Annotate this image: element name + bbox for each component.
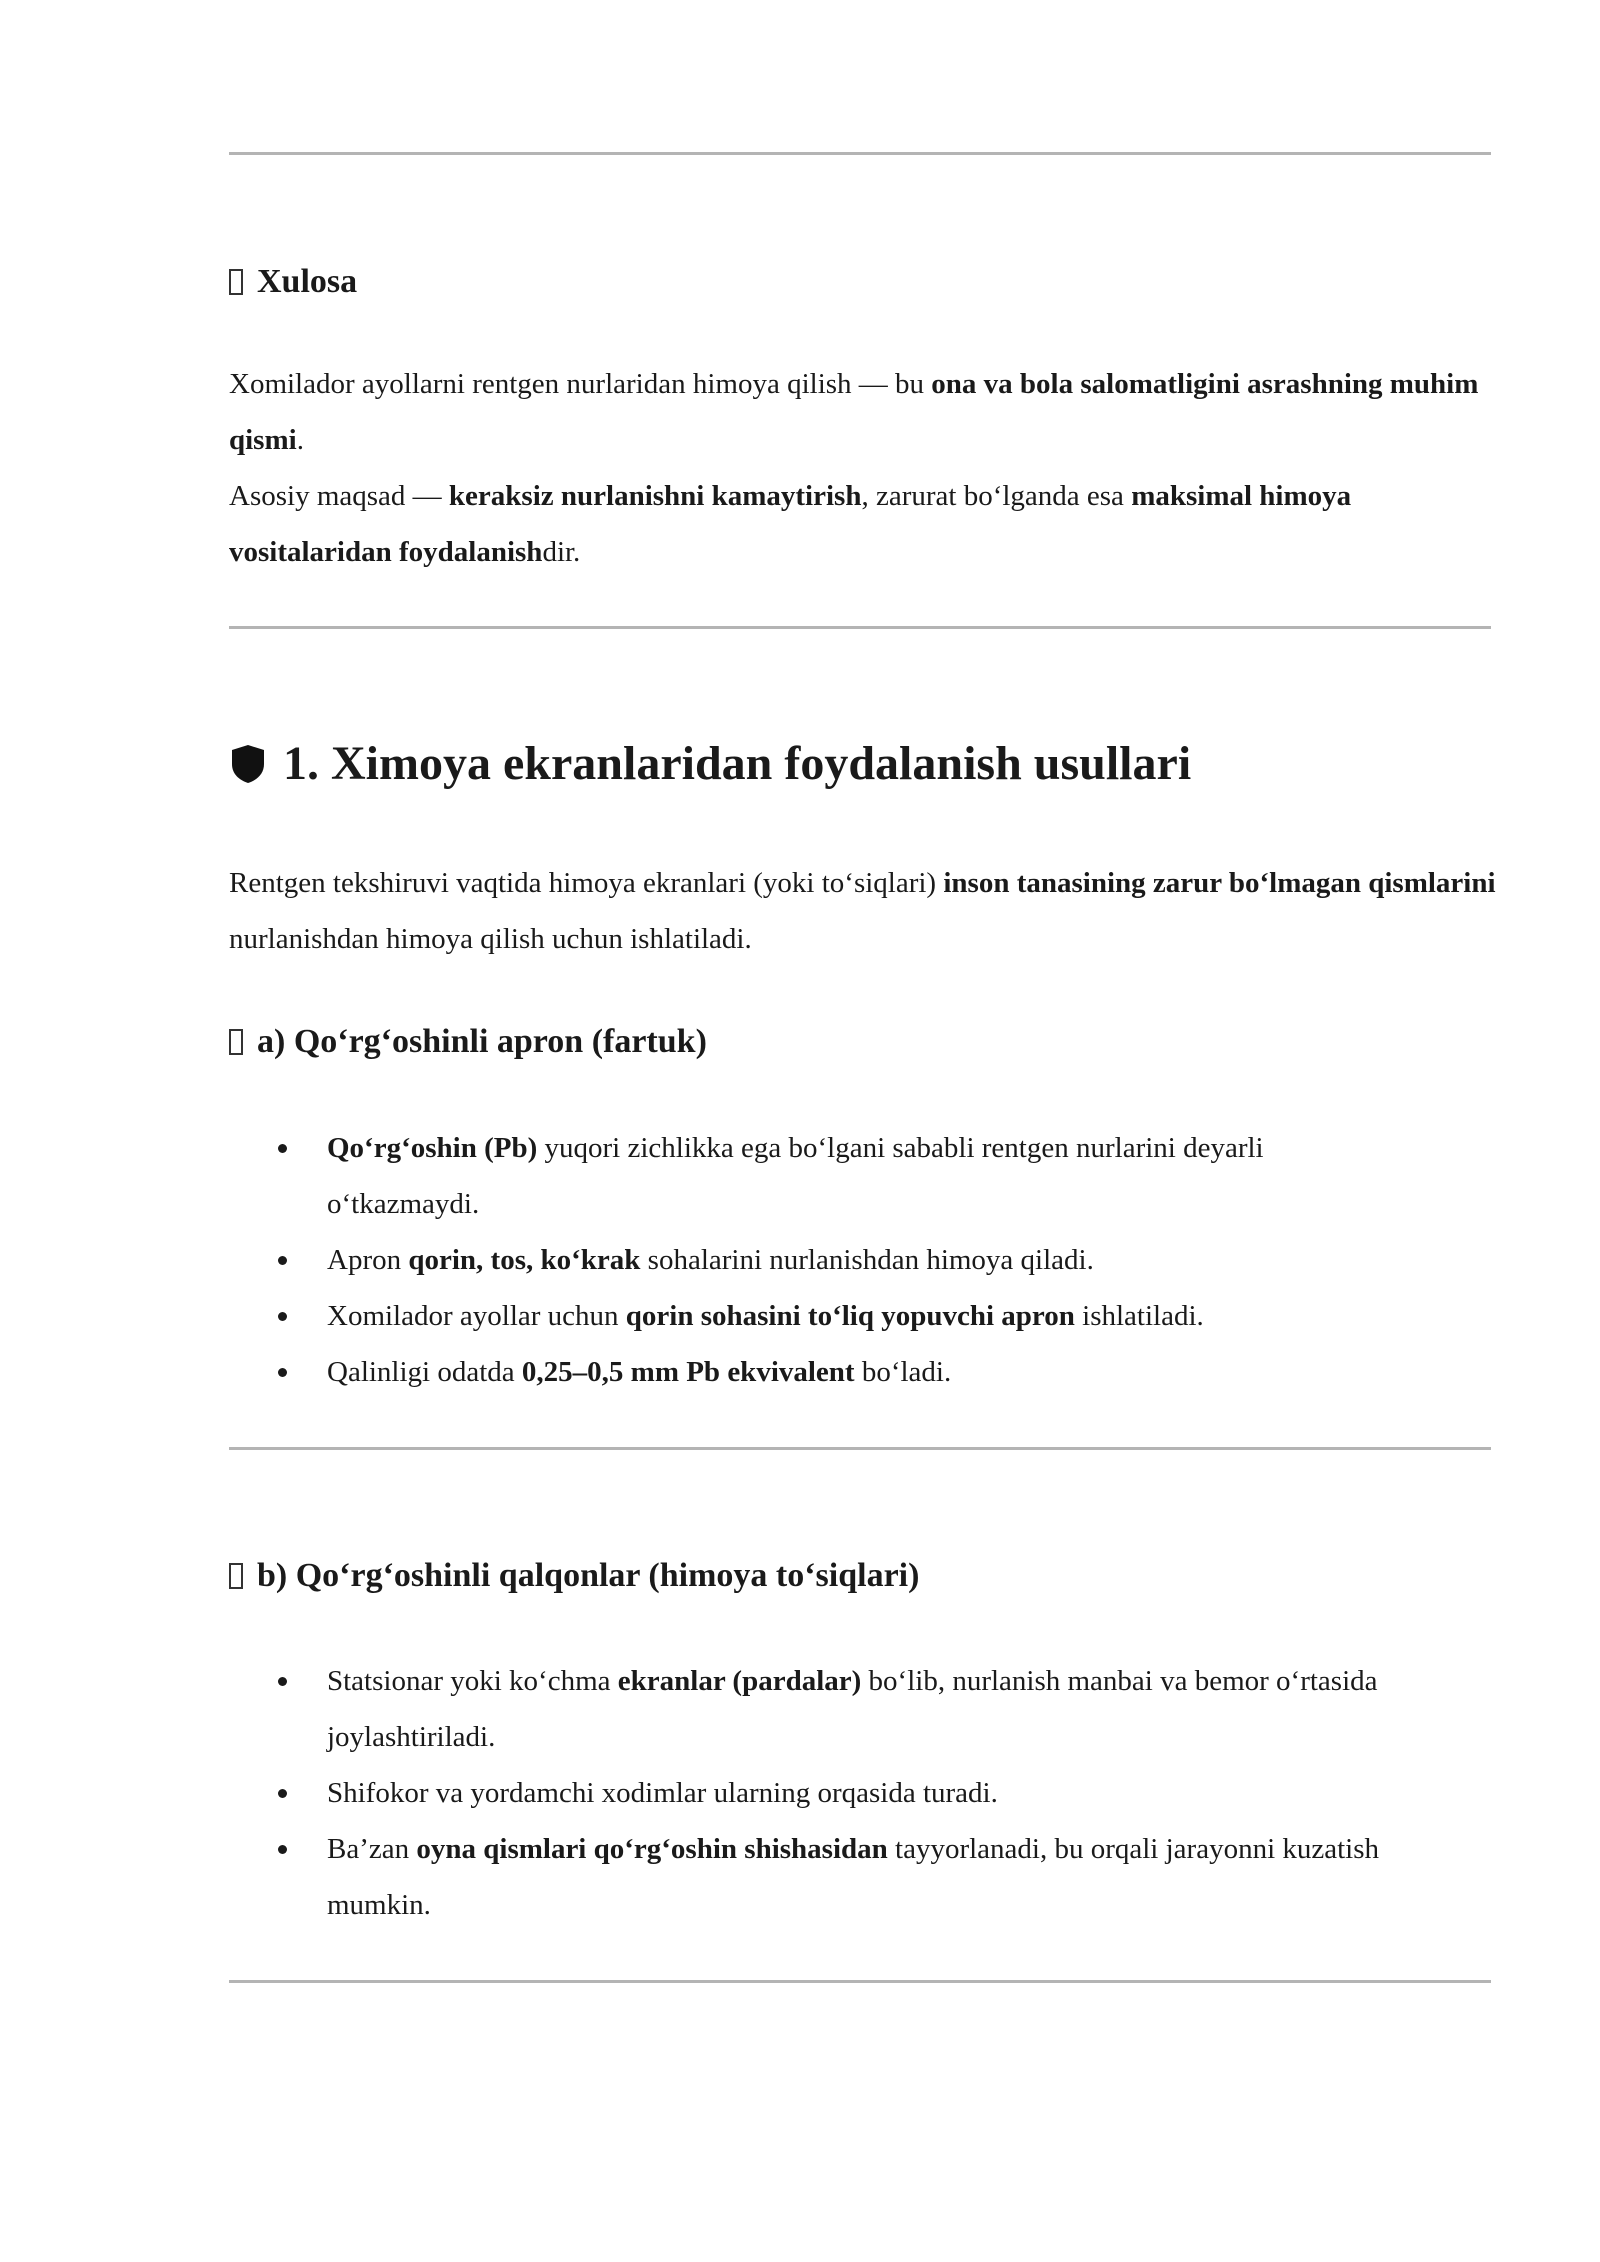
- subsection-a-heading-text: a) Qo‘rg‘oshinli apron (fartuk): [257, 1023, 707, 1060]
- list-item-text: tayyorlanadi, bu orqali jarayonni kuzatish mumkin.: [327, 1833, 1380, 1921]
- list-item-text: yuqori zichlikka ega bo‘lgani sababli rentgen nurlarini deyarli o‘tkazmaydi.: [327, 1132, 1264, 1220]
- list-item-text: Qalinligi odatda: [327, 1356, 522, 1388]
- list-item: [229, 1653, 1409, 1765]
- xulosa-heading: [229, 262, 357, 302]
- list-item-bold: oyna qismlari qo‘rg‘oshin shishasidan: [416, 1833, 888, 1865]
- list-item: [229, 1232, 1409, 1288]
- section-1-heading-text: 1. Ximoya ekranlaridan foydalanish usullari: [283, 737, 1192, 790]
- xulosa-paragraph-1: [229, 356, 1499, 468]
- subsection-b-heading: [229, 1556, 919, 1596]
- list-item: [229, 1821, 1409, 1933]
- subsection-b-list: [229, 1653, 1409, 1933]
- text-run-text: Rentgen tekshiruvi vaqtida himoya ekranlari (yoki to‘siqlari): [229, 867, 944, 899]
- missing-glyph-icon: [229, 1563, 243, 1589]
- missing-glyph-icon: [229, 269, 243, 295]
- list-item-text: Statsionar yoki ko‘chma: [327, 1665, 618, 1697]
- subsection-b-heading-text: b) Qo‘rg‘oshinli qalqonlar (himoya to‘siqlari): [257, 1557, 920, 1594]
- list-item: [229, 1765, 1409, 1821]
- list-item-bold: Qo‘rg‘oshin (Pb): [327, 1132, 538, 1164]
- text-run-bold: maksimal himoya vositalaridan foydalanish: [229, 480, 1352, 568]
- list-item-bold: ekranlar (pardalar): [617, 1665, 862, 1697]
- list-item: [229, 1120, 1409, 1232]
- shield-icon: [229, 743, 267, 785]
- text-run-text: dir.: [542, 536, 581, 568]
- text-run-bold: keraksiz nurlanishni kamaytirish: [448, 480, 862, 512]
- horizontal-rule: [229, 152, 1491, 155]
- list-item-bold: 0,25–0,5 mm Pb ekvivalent: [521, 1356, 855, 1388]
- horizontal-rule: [229, 1980, 1491, 1983]
- text-run-bold: inson tanasining zarur bo‘lmagan qismlarini: [943, 867, 1496, 899]
- text-run-text: , zarurat bo‘lganda esa: [861, 480, 1132, 512]
- list-item-text: Ba’zan: [327, 1833, 417, 1865]
- missing-glyph-icon: [229, 1029, 243, 1055]
- list-item-text: Shifokor va yordamchi xodimlar ularning orqasida turadi.: [327, 1777, 998, 1809]
- text-run-text: Xomilador ayollarni rentgen nurlaridan himoya qilish — bu: [229, 368, 932, 400]
- text-run-text: nurlanishdan himoya qilish uchun ishlatiladi.: [229, 923, 752, 955]
- list-item: [229, 1344, 1409, 1400]
- horizontal-rule: [229, 1447, 1491, 1450]
- list-item-bold: qorin, tos, ko‘krak: [408, 1244, 641, 1276]
- list-item-text: Xomilador ayollar uchun: [327, 1300, 626, 1332]
- list-item-bold: qorin sohasini to‘liq yopuvchi apron: [625, 1300, 1075, 1332]
- section-1-intro: [229, 855, 1499, 967]
- section-1-heading: [229, 736, 1191, 792]
- text-run-bold: ona va bola salomatligini asrashning muhim qismi: [229, 368, 1479, 456]
- subsection-a-heading: [229, 1022, 707, 1062]
- list-item-text: Apron: [327, 1244, 409, 1276]
- list-item: [229, 1288, 1409, 1344]
- text-run-text: Asosiy maqsad —: [229, 480, 449, 512]
- subsection-a-list: [229, 1120, 1409, 1400]
- list-item-text: bo‘lib, nurlanish manbai va bemor o‘rtasida joylashtiriladi.: [327, 1665, 1378, 1753]
- horizontal-rule: [229, 626, 1491, 629]
- xulosa-heading-text: Xulosa: [257, 263, 358, 300]
- list-item-text: sohalarini nurlanishdan himoya qiladi.: [640, 1244, 1094, 1276]
- xulosa-paragraph-2: [229, 468, 1499, 580]
- list-item-text: bo‘ladi.: [854, 1356, 952, 1388]
- list-item-text: ishlatiladi.: [1074, 1300, 1204, 1332]
- text-run-text: .: [296, 424, 304, 456]
